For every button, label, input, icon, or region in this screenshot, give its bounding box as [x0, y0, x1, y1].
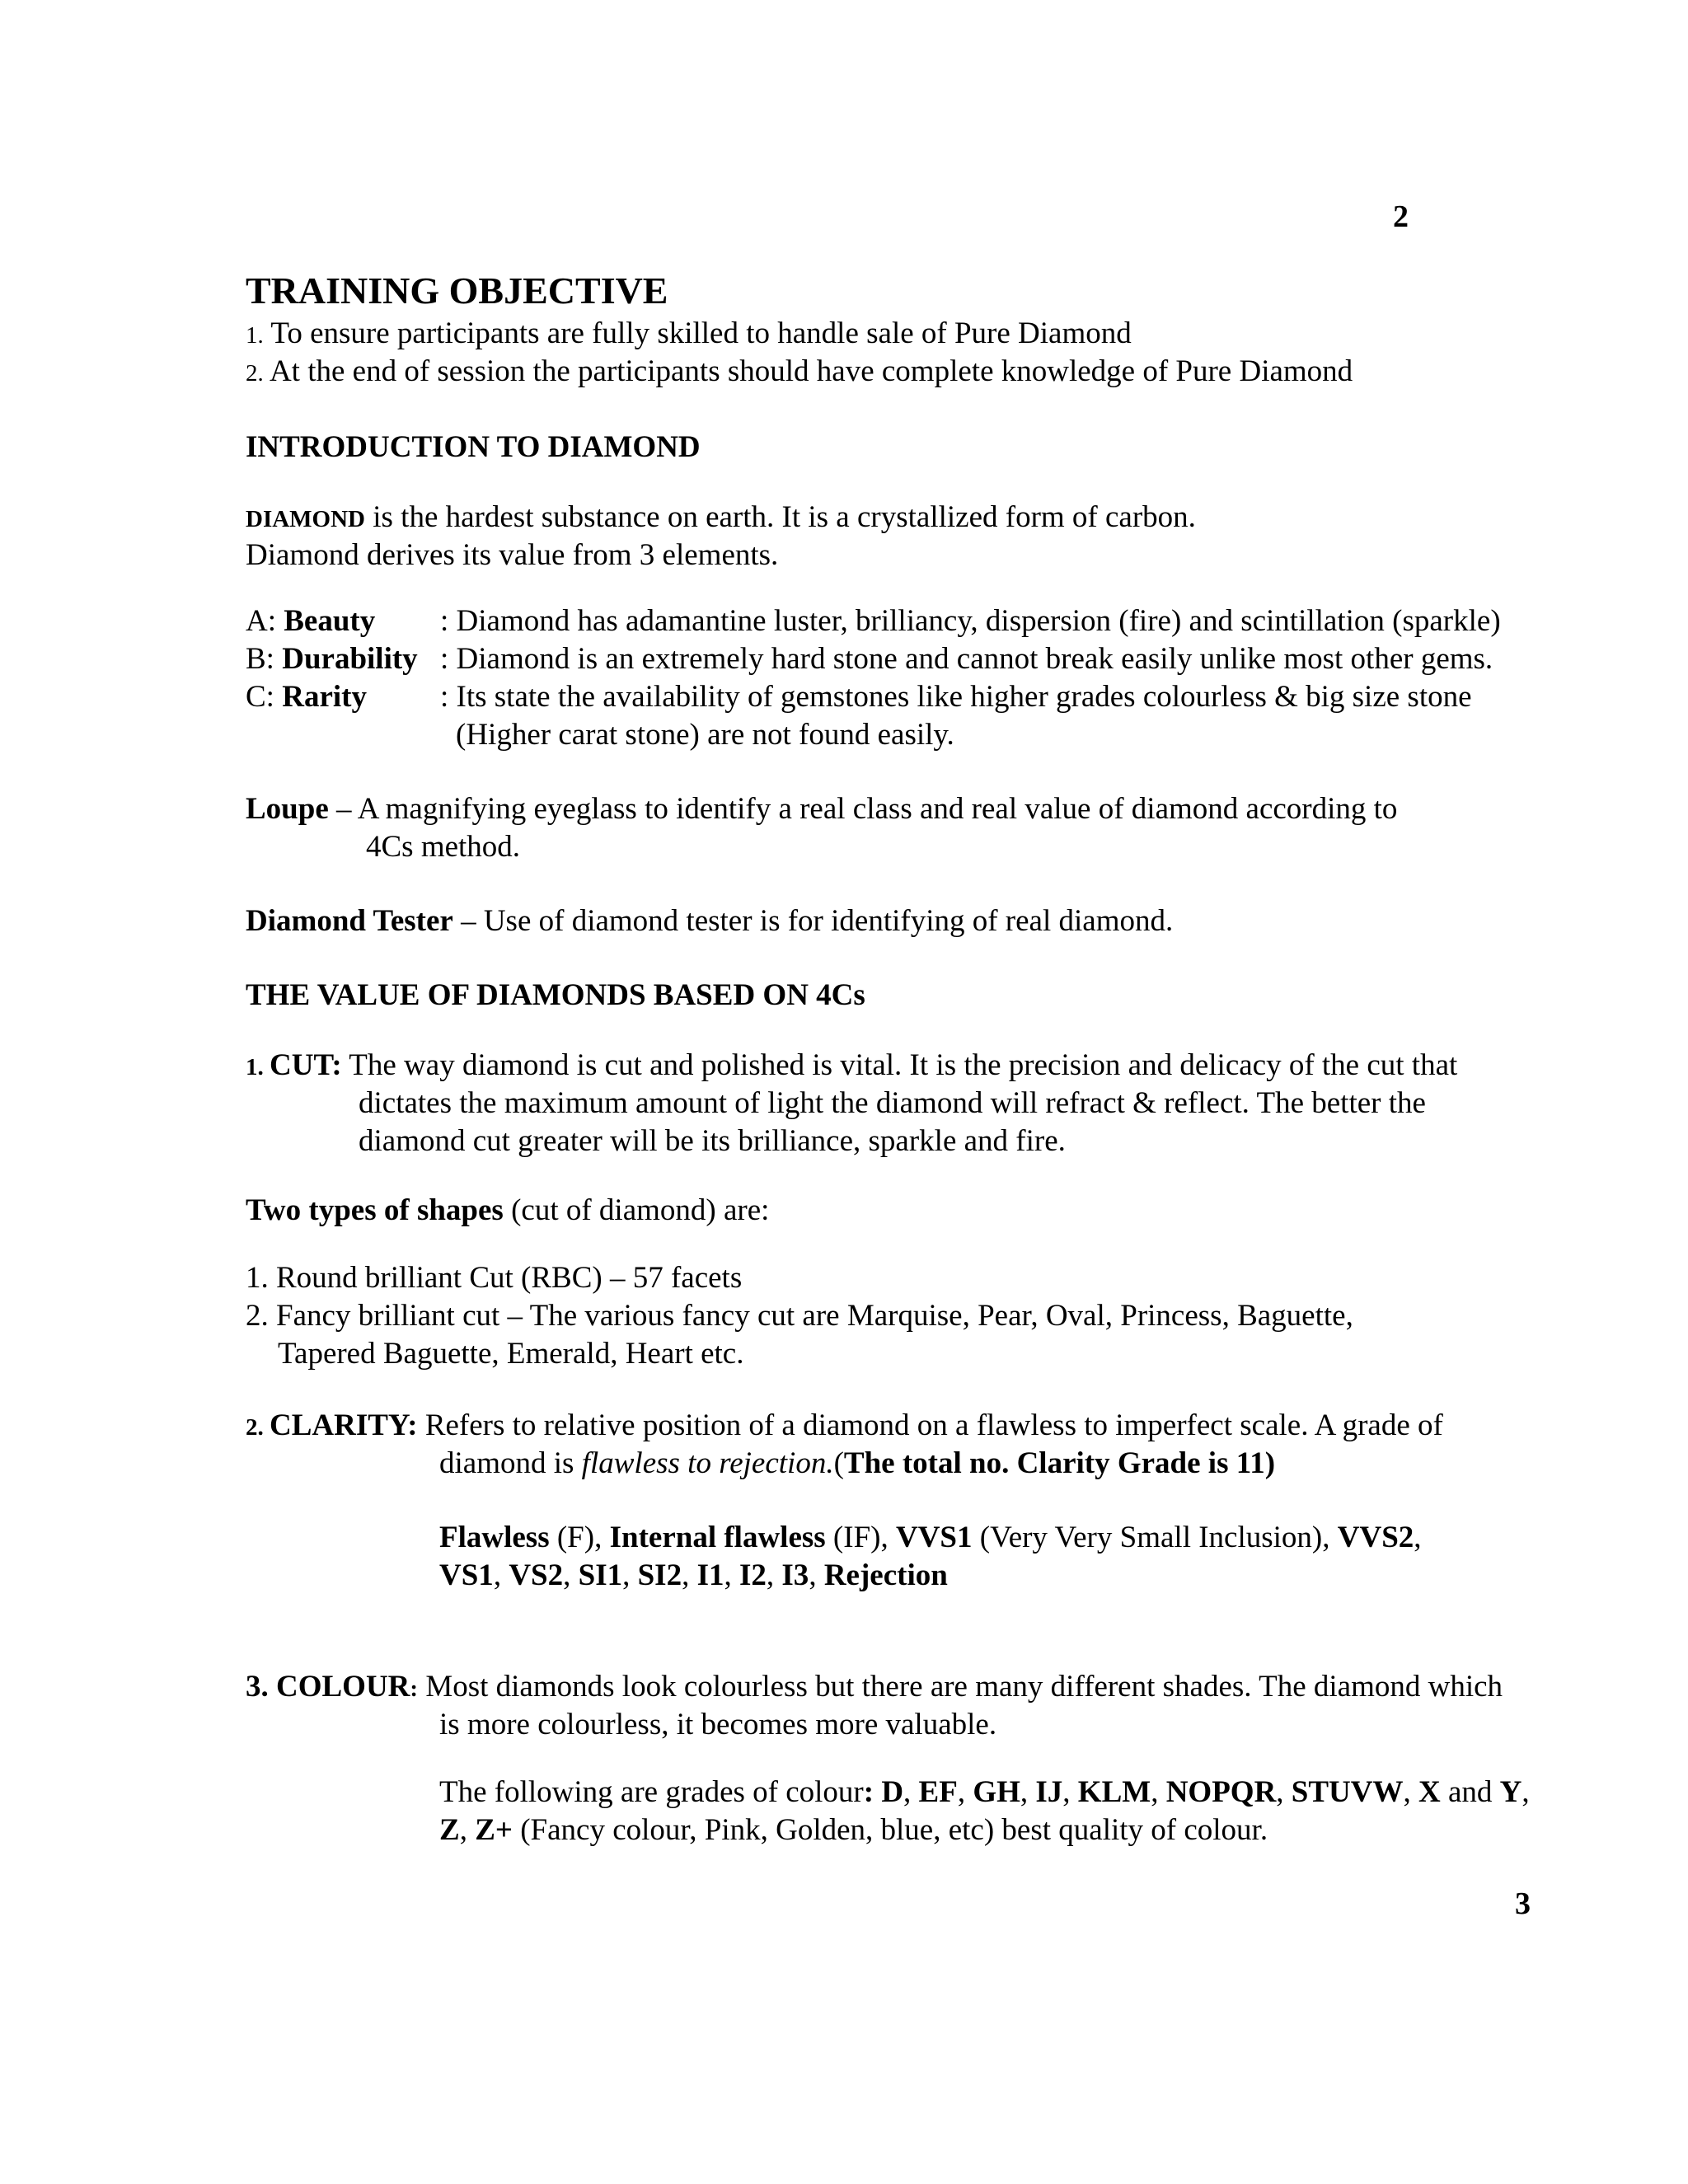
colour-grade-sep: and — [1440, 1775, 1500, 1809]
section-heading-4cs: THE VALUE OF DIAMONDS BASED ON 4Cs — [246, 978, 865, 1012]
tester-definition — [246, 902, 1173, 940]
shape-item-2: 2. Fancy brilliant cut – The various fancy cut are Marquise, Pear, Oval, Princess, Baguette, — [246, 1299, 1353, 1333]
colour-grade-sep: , — [1403, 1775, 1418, 1809]
cut-label: CUT: — [270, 1048, 342, 1082]
element-durability-desc: : Diamond is an extremely hard stone and cannot break easily unlike most other gems. — [440, 642, 1493, 676]
clarity-grade-sep: , — [622, 1558, 638, 1592]
cut-line-1 — [246, 1047, 1457, 1086]
colour-grade: NOPQR — [1165, 1775, 1277, 1809]
colour-grade-sep: , — [459, 1813, 476, 1847]
colour-grade-sep: , — [957, 1775, 973, 1809]
colour-grade: IJ — [1035, 1775, 1063, 1809]
colour-line-2: is more colourless, it becomes more valuable. — [439, 1708, 997, 1741]
intro-line-2: Diamond derives its value from 3 elements. — [246, 538, 779, 572]
section-title-training-objective: TRAINING OBJECTIVE — [246, 269, 668, 312]
cut-text: The way diamond is cut and polished is vital. It is the precision and delicacy of the cut that — [341, 1048, 1458, 1082]
colour-grade-sep: , — [1522, 1775, 1530, 1809]
clarity-grade-sep: , — [766, 1558, 782, 1592]
element-term: Rarity — [282, 680, 367, 714]
colour-grade-sep: (Fancy colour, Pink, Golden, blue, etc) best quality of colour. — [512, 1813, 1268, 1847]
colour-label: 3. COLOUR — [246, 1670, 410, 1704]
page-number-top: 2 — [1393, 199, 1409, 234]
colour-grade: Z — [439, 1813, 460, 1847]
objective-item-2 — [246, 353, 1353, 392]
intro-lead-word: DIAMOND — [246, 506, 365, 532]
colour-text: Most diamonds look colourless but there are many different shades. The diamond which — [418, 1670, 1503, 1704]
clarity-line-2-pre: diamond is — [439, 1446, 582, 1480]
clarity-grade-sep: , — [682, 1558, 697, 1592]
clarity-grade: Rejection — [823, 1558, 948, 1592]
colour-grade-sep: , — [903, 1775, 919, 1809]
clarity-grade-sep: , — [493, 1558, 509, 1592]
clarity-label: CLARITY: — [270, 1408, 418, 1442]
intro-line-1 — [246, 499, 1196, 538]
clarity-grade-sep: , — [724, 1558, 739, 1592]
element-beauty-desc: : Diamond has adamantine luster, brilliancy, dispersion (fire) and scintillation (sparkle) — [440, 604, 1501, 638]
clarity-grade: SI1 — [578, 1558, 623, 1592]
clarity-grades-line-2 — [439, 1557, 948, 1595]
objective-text: To ensure participants are fully skilled to handle sale of Pure Diamond — [263, 316, 1132, 350]
loupe-term: Loupe — [246, 792, 329, 826]
clarity-grade: I1 — [696, 1558, 724, 1592]
clarity-grade-sep: (IF), — [825, 1521, 896, 1554]
clarity-number: 2. — [246, 1414, 270, 1441]
objective-number: 1. — [246, 322, 264, 349]
colour-grade-sep: , — [1151, 1775, 1166, 1809]
colour-grade: KLM — [1077, 1775, 1151, 1809]
element-letter: C: — [246, 680, 283, 714]
cut-line-3: diamond cut greater will be its brilliance, sparkle and fire. — [359, 1124, 1066, 1158]
clarity-grade: VS2 — [509, 1558, 564, 1592]
clarity-line-2-paren: ( — [833, 1446, 844, 1480]
colour-grade-sep: , — [1062, 1775, 1078, 1809]
element-term: Durability — [282, 642, 418, 676]
colour-grades-intro-colon: : — [863, 1775, 882, 1809]
element-letter: A: — [246, 604, 284, 638]
page-number-bottom: 3 — [1515, 1886, 1531, 1921]
clarity-grade-sep: (F), — [549, 1521, 610, 1554]
clarity-grade: I3 — [781, 1558, 809, 1592]
cut-number: 1. — [246, 1054, 270, 1080]
colour-grade: GH — [973, 1775, 1020, 1809]
shape-item-1: 1. Round brilliant Cut (RBC) – 57 facets — [246, 1261, 743, 1295]
intro-line-1-text: is the hardest substance on earth. It is a crystallized form of carbon. — [365, 500, 1196, 534]
shapes-rest: (cut of diamond) are: — [503, 1193, 770, 1227]
clarity-grade: SI2 — [637, 1558, 682, 1592]
element-durability — [246, 640, 418, 678]
objective-text: At the end of session the participants should have complete knowledge of Pure Diamond — [263, 354, 1353, 388]
section-heading-introduction: INTRODUCTION TO DIAMOND — [246, 430, 701, 464]
tester-text: – Use of diamond tester is for identifying of real diamond. — [452, 904, 1174, 938]
clarity-grade-sep: (Very Very Small Inclusion), — [972, 1521, 1338, 1554]
colour-grades-line-1 — [439, 1774, 1530, 1811]
clarity-grade-sep: , — [809, 1558, 824, 1592]
shape-item-2-cont: Tapered Baguette, Emerald, Heart etc. — [278, 1337, 744, 1371]
clarity-line-2 — [439, 1445, 1275, 1483]
clarity-line-1 — [246, 1407, 1443, 1446]
clarity-grade-count: The total no. Clarity Grade is 11) — [843, 1446, 1276, 1480]
clarity-grade-sep: , — [1414, 1521, 1422, 1554]
clarity-grades-line-1 — [439, 1519, 1422, 1557]
loupe-definition-cont: 4Cs method. — [366, 830, 521, 864]
colour-grade: Y — [1499, 1775, 1522, 1809]
clarity-grade: VS1 — [439, 1558, 494, 1592]
clarity-line-2-italic: flawless to rejection. — [581, 1446, 834, 1480]
shapes-intro — [246, 1192, 769, 1230]
colour-grade: X — [1418, 1775, 1441, 1809]
colour-grade: STUVW — [1291, 1775, 1404, 1809]
shapes-term: Two types of shapes — [246, 1193, 504, 1227]
objective-item-1 — [246, 315, 1132, 354]
element-term: Beauty — [284, 604, 376, 638]
colour-grade: EF — [918, 1775, 958, 1809]
colour-grade-sep: , — [1020, 1775, 1036, 1809]
element-rarity — [246, 678, 367, 716]
clarity-grade: VVS1 — [895, 1521, 973, 1554]
clarity-grade: VVS2 — [1337, 1521, 1414, 1554]
colour-grade: Z+ — [475, 1813, 513, 1847]
clarity-text: Refers to relative position of a diamond on a flawless to imperfect scale. A grade of — [417, 1408, 1443, 1442]
loupe-text: – A magnifying eyeglass to identify a real class and real value of diamond according to — [328, 792, 1398, 826]
clarity-grade: Internal flawless — [609, 1521, 826, 1554]
element-beauty — [246, 602, 375, 640]
colour-grade-sep: , — [1276, 1775, 1292, 1809]
colour-grades-line-2 — [439, 1811, 1268, 1849]
colour-grades-intro: The following are grades of colour — [439, 1775, 864, 1809]
element-rarity-desc: : Its state the availability of gemstones like higher grades colourless & big size stone — [440, 680, 1472, 714]
clarity-grade: Flawless — [439, 1521, 550, 1554]
cut-line-2: dictates the maximum amount of light the diamond will refract & reflect. The better the — [359, 1086, 1426, 1120]
tester-term: Diamond Tester — [246, 904, 453, 938]
objective-number: 2. — [246, 360, 264, 387]
element-rarity-desc-cont: (Higher carat stone) are not found easily. — [456, 718, 954, 752]
element-letter: B: — [246, 642, 283, 676]
clarity-grade-sep: , — [563, 1558, 579, 1592]
colour-grade: D — [881, 1775, 904, 1809]
colour-label-colon: : — [410, 1675, 419, 1702]
clarity-grade: I2 — [739, 1558, 767, 1592]
loupe-definition — [246, 790, 1397, 828]
colour-line-1 — [246, 1668, 1503, 1708]
